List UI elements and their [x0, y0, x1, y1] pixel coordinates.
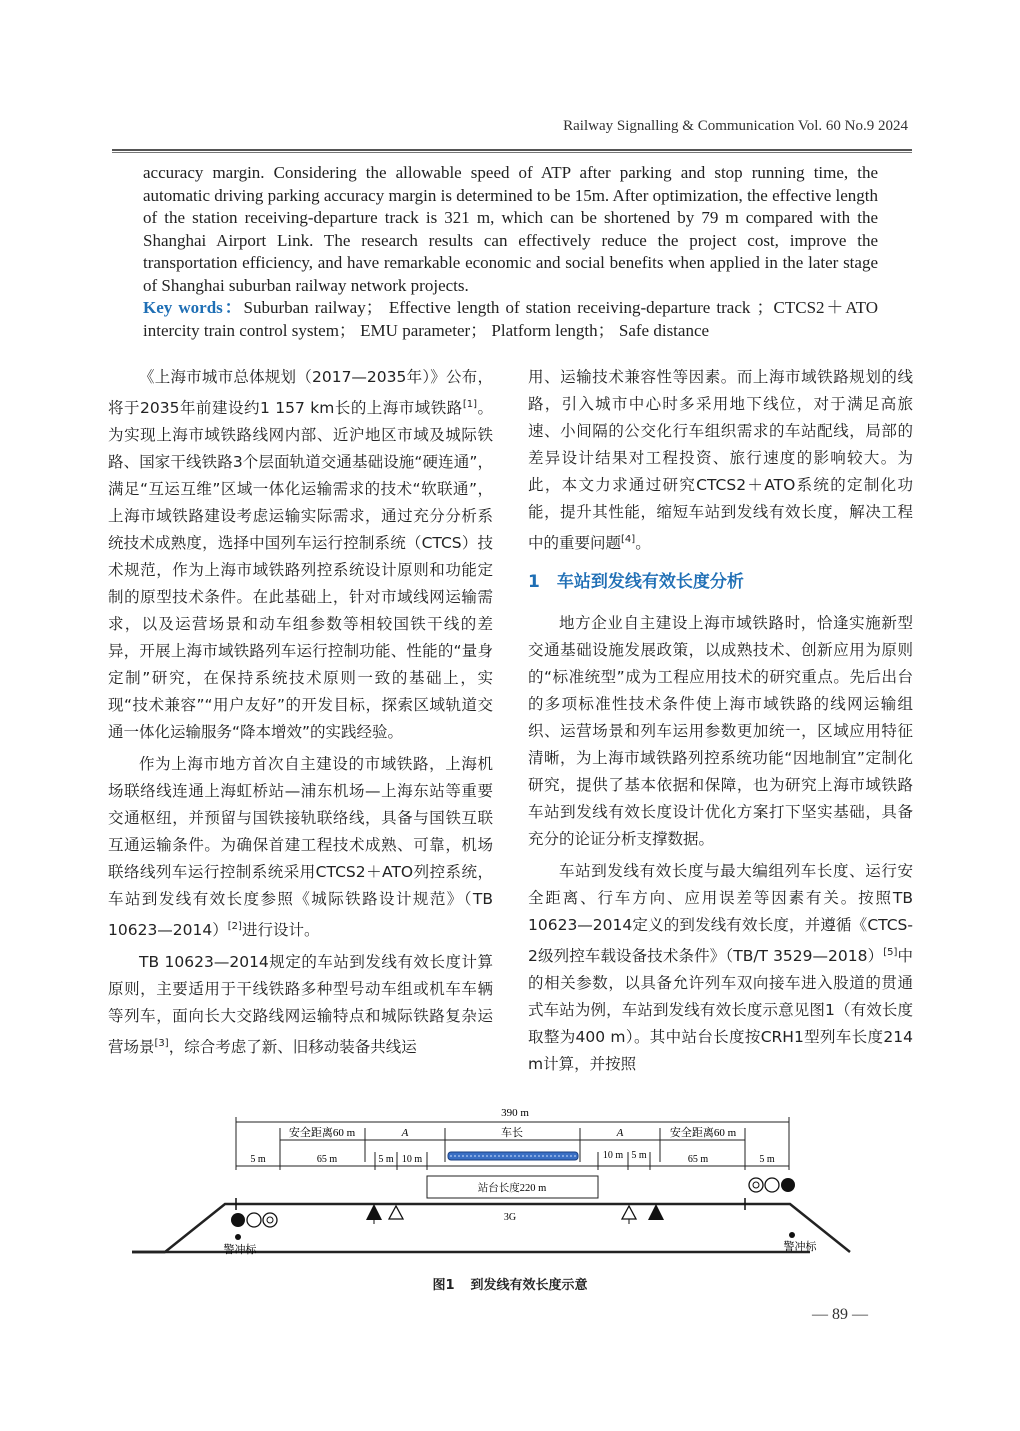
stop-marker-icon [648, 1204, 664, 1220]
keywords-line [143, 297, 878, 342]
safety-distance-left: 安全距离60 m [288, 1127, 356, 1139]
paragraph [108, 751, 493, 944]
citation[interactable]: [1] [462, 399, 477, 410]
keywords-label: Key words： [143, 298, 244, 317]
seg-10m-label: 10 m [401, 1154, 423, 1165]
running-head: Railway Signalling & Communication Vol. 60 No.9 2024 [563, 118, 908, 134]
paragraph-text: 。 [635, 534, 651, 553]
left-signal [231, 1213, 277, 1227]
caption-number: 图1 [432, 1278, 455, 1293]
paragraph-text: 。为实现上海市域铁路线网内部、近沪地区市域及城际铁路、国家干线铁路3个层面轨道交通基础设施“硬连通”，满足“互运互维”区域一体化运输需求的技术“软联通”，上海市域铁路建设考虑运输实际需求，通过充分分析系统技术成熟度，选择中国列车运行控制系统（CTCS）技术规范，作为上海市域铁路列控系统设计原则和功能定制的原型技术条件。在此基础上，针对市域线网运输需求，以及运营场景和动车组参数等相较国铁干线的差异，开展上海市域铁路列车运行控制功能、性能的“量身定制”研究，在保持系统技术原则一致的基础上，实现“技术兼容”“用户友好”的开发目标，探索区域轨道交通一体化运输服务“降本增效”的实践经验。 [108, 399, 493, 742]
seg-5m-label: 5 m [631, 1150, 647, 1161]
page-number: — 89 — [812, 1306, 868, 1323]
abstract-block [143, 162, 878, 342]
paragraph-text: 《上海市城市总体规划（2017—2035年）》公布，将于2035年前建设约1 157 km长的上海市域铁路 [108, 368, 493, 418]
citation[interactable]: [2] [227, 921, 242, 933]
platform-label: 站台长度220 m [477, 1183, 547, 1194]
a-left-label: A [401, 1127, 409, 1139]
train-length-label: 车长 [501, 1127, 523, 1139]
paragraph [528, 364, 913, 557]
citation[interactable]: [4] [621, 534, 636, 545]
citation[interactable]: [3] [154, 1038, 169, 1050]
paragraph-text: TB 10623—2014规定的车站到发线有效长度计算原则，主要适用于干线铁路多种型号动车组或机车车辆等列车，面向长大交路线网运输特点和城际铁路复杂运营场景 [108, 953, 493, 1057]
paragraph: 地方企业自主建设上海市域铁路时，恰逢实施新型交通基础设施发展政策，以成熟技术、创新应用为原则的“标准统型”成为工程应用技术的研究重点。先后出台的多项标准性技术条件使上海市域铁路的线网运输组织、运营场景和列车运用参数更加统一，区域应用特征清晰，为上海市域铁路列控系统功能“因地制宜”定制化研究，提供了基本依据和保障，也为研究上海市域铁路车站到发线有效长度设计优化方案打下坚实基础，具备充分的论证分析支撑数据。 [528, 614, 913, 849]
abstract-text: accuracy margin. Considering the allowable speed of ATP after parking and stop running time, the automatic driving parking accuracy margin is determined to be 15m. After optimization, the effective length of the station receiving-departure track is 321 m, which can be shortened by 79 m compared with the Shanghai Airport Link. The research results can effectively reduce the project cost, improve the transportation efficiency, and have remarkable economic and social benefits when applied in the later stage of Shanghai suburban railway network projects. [143, 163, 878, 295]
header-rule [112, 149, 912, 151]
seg-10m-label: 10 m [602, 1150, 624, 1161]
seg-5m-label: 5 m [759, 1154, 775, 1165]
paragraph-text: ，综合考虑了新、旧移动装备共线运 [168, 1038, 417, 1057]
keywords-text: Suburban railway； Effective length of station receiving-departure track ；CTCS2＋ATO intercity train control system； EMU parameter； Platform length； Safe distance [143, 298, 878, 340]
stop-marker-outline-icon [389, 1206, 403, 1219]
right-signal [749, 1178, 795, 1192]
paragraph [108, 364, 493, 746]
fouling-post-right-label: 警冲标 [783, 1241, 817, 1253]
a-right-label: A [616, 1127, 624, 1139]
paragraph [108, 949, 493, 1061]
seg-65m-label: 65 m [316, 1154, 338, 1165]
left-column [108, 364, 493, 1066]
safety-distance-right: 安全距离60 m [669, 1127, 737, 1139]
track-layout-figure [130, 1100, 817, 1270]
paragraph [528, 858, 913, 1078]
fouling-post-left-marker [235, 1234, 241, 1240]
fouling-post-left-label: 警冲标 [223, 1244, 257, 1256]
section-heading: 1 车站到发线有效长度分析 [528, 572, 744, 593]
seg-5m-label: 5 m [250, 1154, 266, 1165]
paragraph-text: 中的相关参数，以具备允许列车双向接车进入股道的贯通式车站为例，车站到发线有效长度示意见图1（有效长度取整为400 m）。其中站台长度按CRH1型列车长度214 m计算，并按照 [528, 947, 913, 1074]
stop-marker-icon [366, 1204, 382, 1220]
track-label: 3G [503, 1212, 517, 1223]
paragraph-text: 作为上海市地方首次自主建设的市域铁路，上海机场联络线连通上海虹桥站—浦东机场—上海东站等重要交通枢纽，并预留与国铁接轨联络线，具备与国铁互联互通运输条件。为确保首建工程技术成熟、可靠，机场联络线列车运行控制系统采用CTCS2＋ATO列控系统，车站到发线有效长度参照《城际铁路设计规范》（TB 10623—2014） [108, 755, 493, 940]
paragraph-text: 用、运输技术兼容性等因素。而上海市域铁路规划的线路，引入城市中心时多采用地下线位，对于满足高旅速、小间隔的公交化行车组织需求的车站配线，局部的差异设计结果对工程投资、旅行速度的影响较大。为此，本文力求通过研究CTCS2＋ATO系统的定制化功能，提升其性能，缩短车站到发线有效长度，解决工程中的重要问题 [528, 368, 913, 553]
seg-5m-label: 5 m [378, 1154, 394, 1165]
total-length-label: 390 m [501, 1107, 529, 1119]
paragraph-text: 车站到发线有效长度与最大编组列车长度、运行安全距离、行车方向、应用误差等因素有关。按照TB 10623—2014定义的到发线有效长度，并遵循《CTCS-2级列控车载设备技术条件》（TB/T 3529—2018） [528, 862, 913, 966]
right-column [528, 364, 913, 1083]
figure-caption [0, 1274, 1020, 1293]
stop-marker-outline-icon [622, 1206, 636, 1219]
caption-text: 到发线有效长度示意 [470, 1278, 588, 1293]
seg-65m-label: 65 m [687, 1154, 709, 1165]
header-rule-thin [112, 152, 912, 153]
citation[interactable]: [5] [883, 947, 898, 959]
paragraph-text: 进行设计。 [241, 921, 320, 940]
fouling-post-right-marker [789, 1232, 795, 1238]
